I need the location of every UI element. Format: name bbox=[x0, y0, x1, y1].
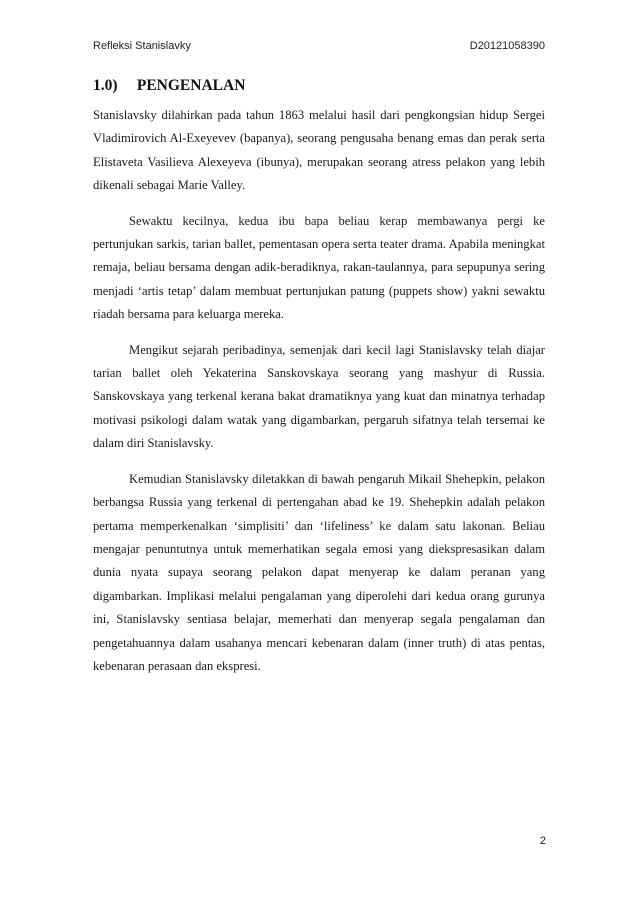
header-title: Refleksi Stanislavky bbox=[93, 40, 191, 52]
section-heading bbox=[93, 77, 245, 95]
body-text bbox=[93, 104, 545, 690]
paragraph-3: Mengikut sejarah peribadinya, semenjak dari kecil lagi Stanislavsky telah diajar tarian ballet oleh Yekaterina Sanskovskaya seorang yang mashyur di Russia. Sanskovskaya yang terkenal kerana bakat dramatiknya yang kuat dan minatnya terhadap motivasi psikologi dalam watak yang digambarkan, pergaruh sifatnya telah tersemai ke dalam diri Stanislavsky. bbox=[93, 342, 545, 451]
page-number: 2 bbox=[539, 835, 546, 847]
section-title: PENGENALAN bbox=[136, 77, 246, 94]
paragraph-1: Stanislavsky dilahirkan pada tahun 1863 melalui hasil dari pengkongsian hidup Sergei Vladimirovich Al-Exeyevev (bapanya), seorang pengusaha benang emas dan perak serta Elistaveta Vasilieva Alexeyeva (ibunya), merupakan seorang atress pelakon yang lebih dikenali sebagai Marie Valley. bbox=[93, 108, 545, 193]
paragraph-4: Kemudian Stanislavsky diletakkan di bawah pengaruh Mikail Shehepkin, pelakon berbangsa Russia yang terkenal di pertengahan abad ke 19. Shehepkin adalah pelakon pertama memperkenalkan ‘simplisiti’ dan ‘lifeliness’ ke dalam satu lakonan. Beliau mengajar penuntutnya untuk memerhatikan segala emosi yang diekspresasikan dalam dunia nyata supaya seorang pelakon dapat menyerap ke dalam peranan yang digambarkan. Implikasi melalui pengalaman yang diperolehi dari kedua orang gurunya ini, Stanislavsky sentiasa belajar, memerhati dan menyerap segala pengalaman dan pengetahuannya dalam usahanya mencari kebenaran dalam (inner truth) di atas pentas, kebenaran perasaan dan ekspresi. bbox=[93, 471, 545, 673]
section-number: 1.0) bbox=[93, 77, 118, 94]
paragraph-2: Sewaktu kecilnya, kedua ibu bapa beliau kerap membawanya pergi ke pertunjukan sarkis, tarian ballet, pementasan opera serta teater drama. Apabila meningkat remaja, beliau bersama dengan adik-beradiknya, rakan-taulannya, para sepupunya sering menjadi ‘artis tetap’ dalam membuat pertunjukan patung (puppets show) yakni sewaktu riadah bersama para keluarga mereka. bbox=[93, 213, 545, 322]
header-student-id: D20121058390 bbox=[469, 40, 545, 52]
